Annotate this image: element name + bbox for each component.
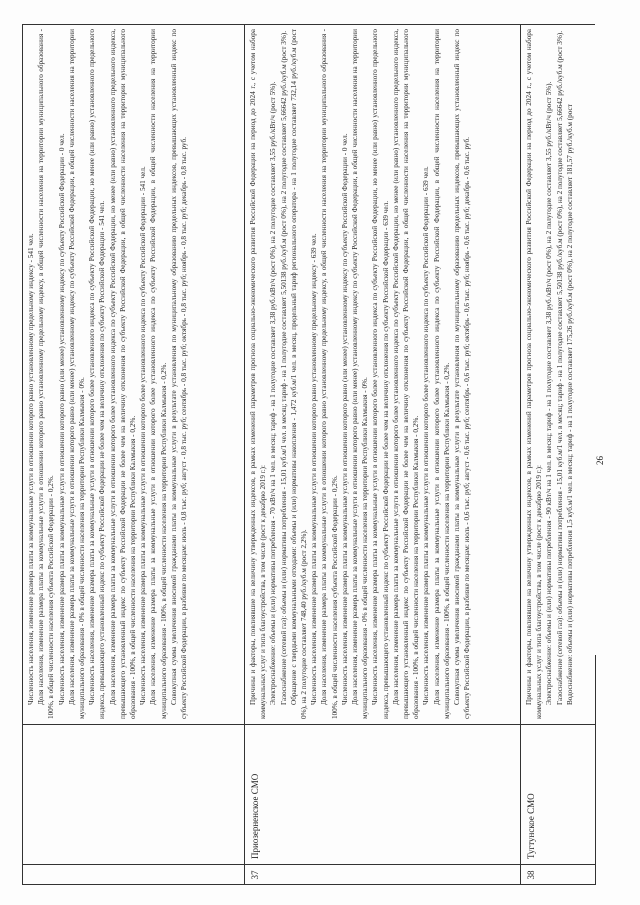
- continued-paragraph: Совокупная сумма увеличения вносимой гражданами платы за коммунальные услуги в результате установления по муниципальному образованию предельных индексов, превышающих установленный индекс по субъекту Российской Федерации, в разбивке по месяцам: июль - 0,8 тыс. руб; август - 0,8 тыс. руб; сентябрь - 0,8 тыс. руб; октябрь - 0,8 тыс. руб; ноябрь - 0,8 тыс. руб; декабрь - 0,8 тыс. руб.: [169, 29, 189, 719]
- row-paragraph: Электроснабжение: объемы и (или) нормативы потребления - 90 кВт/ч на 1 чел. в месяц; тариф - на 1 полугодие составляет 3,38 руб./кВт/ч (рост 0%), на 2 полугодие составляет 3,55 руб./кВт/ч (рост 5%).: [545, 81, 554, 705]
- row-paragraph: Газоснабжение (сетевой газ): объемы и (или) нормативы потребления - 15,01 куб.м/1 чел. в месяц; тариф - на 1 полугодие составляет 5,50138 руб./куб.м (рост 0%), на 2 полугодие составляет 5,66642 руб./куб.м (рост 3%).: [279, 30, 288, 705]
- row-paragraph: Доля населения, изменение размера платы за коммунальные услуги в отношении которого равно (или менее) установленному индексу по субъекту Российской Федерации, в общей численности населения на территории муниципального образования - 0% в общей численности населения на территории Республики Калмыкия - 0%.: [351, 29, 370, 719]
- row-37-text: [248, 29, 516, 719]
- continued-paragraph: Численность населения, изменение размера платы за коммунальные услуги в отношении которого более установленного индекса по субъекту Российской Федерации, но менее (или равно) установленного предельного индекса, превышающего установленный индекс по субъекту Российской Федерации не более чем на величину отклонения по субъекту Российской Федерации - 541 чел.: [88, 29, 107, 719]
- municipality-name: Приозерненское СМО: [250, 773, 260, 859]
- col-border-mun: [22, 724, 595, 725]
- row-paragraph: Численность населения, изменение размера платы за коммунальные услуги в отношении которого равно (или менее) установленному индексу по субъекту Российской Федерации - 0 чел.: [340, 133, 349, 705]
- row-paragraph: Электроснабжение: объемы и (или) нормативы потребления - 70 кВт/ч на 1 чел. в месяц; тариф - на 1 полугодие составляет 3,38 руб./кВт/ч (рост 0%), на 2 полугодие составляет 3,55 руб./кВт/ч (рост 5%).: [269, 81, 278, 705]
- row-paragraph: Совокупная сумма увеличения вносимой гражданами платы за коммунальные услуги в результате установления по муниципальному образованию предельных индексов, превышающих установленный индекс по субъекту Российской Федерации, в разбивке по месяцам: июль - 0,6 тыс. руб; август - 0,6 тыс. руб; сентябрь - 0,6 тыс. руб; октябрь - 0,6 тыс. руб; ноябрь - 0,6 тыс. руб; декабрь - 0,6 тыс. руб.: [453, 29, 472, 719]
- row-number: 38: [526, 870, 536, 880]
- continued-paragraph: Численность населения, изменение размера платы за коммунальные услуги в отношении которого равно установленному предельному индексу - 541 чел.: [27, 233, 35, 705]
- table-bottom-border: [595, 655, 596, 885]
- row-number: 37: [250, 870, 260, 880]
- row-paragraph: Численность населения, изменение размера платы за коммунальные услуги в отношении которого более установленного индекса по субъекту Российской Федерации, но менее (или равно) установленного предельного индекса, превышающего установленный индекс по субъекту Российской Федерации не более чем на величину отклонения по субъекту Российской Федерации - 639 чел.: [371, 29, 390, 719]
- row-paragraph: Обращение с твердыми коммунальными отходами: объемы и (или) нормативы накопления - 1,472 куб.м/1 чел. в месяц, предельный тариф регионального оператора - на 1 полугодие составляет 732,14 руб./куб.м (рост 0%), на 2 полугодие составляет 748,40 руб./куб.м (рост 2,2%).: [289, 29, 309, 719]
- col-border-left: [22, 884, 595, 885]
- continued-paragraph: Численность населения, изменение размера платы за коммунальные услуги в отношении которого более установленного индекса по субъекту Российской Федерации - 541 чел.: [139, 166, 148, 705]
- row-paragraph: Численность населения, изменение размера платы за коммунальные услуги в отношении которого равно установленному предельному индексу - 639 чел.: [310, 233, 319, 705]
- row-paragraph: Газоснабжение (сетевой газ): объемы и (или) нормативы потребления - 15,01 куб.м/1 чел. в месяц; тариф - на 1 полугодие составляет 5,50138 руб./куб.м (рост 0%), на 2 полугодие составляет 5,66642 руб./куб.м (рост 3%).: [555, 30, 564, 705]
- continued-paragraph: Доля населения, изменение размера платы за коммунальные услуги в отношении которого равно установленному предельному индексу, в общей численности населения на территории муниципального образования - 100%, в общей численности населения субъекта Российской Федерации - 0,2%.: [37, 29, 56, 719]
- row-paragraph: Доля населения, изменение размера платы за коммунальные услуги в отношении которого более установленного индекса по субъекту Российской Федерации, но менее (или равно) установленного предельного индекса, превышающего установленный индекс по субъекту Российской Федерации не более чем на величину отклонения по субъекту Российской Федерации, в общей численности населения на территории муниципального образования - 100%, в общей численности населения на территории Республики Калмыкия - 0,2%.: [391, 29, 421, 719]
- table-top-border: [22, 25, 23, 885]
- page-number: 26: [595, 456, 605, 465]
- col-border-right: [22, 24, 595, 25]
- continued-text-block: [26, 29, 240, 719]
- continued-paragraph: Численность населения, изменение размера платы за коммунальные услуги в отношении которого равно (или менее) установленному индексу по субъекту Российской Федерации - 0 чел.: [57, 133, 66, 705]
- row-38-text: [524, 29, 592, 719]
- col-border-num: [22, 864, 595, 865]
- row-paragraph: Доля населения, изменение размера платы за коммунальные услуги в отношении которого равно установленному предельному индексу, в общей численности населения на территории муниципального образования - 100%, в общей численности населения субъекта Российской Федерации - 0,2%.: [320, 29, 339, 719]
- municipality-name: Тугтунское СМО: [526, 793, 536, 859]
- row-paragraph: Причины и факторы, повлиявшие на величину утвержденных индексов, в рамках изменений параметров прогноза социально-экономического развития Российской Федерации на период до 2024 г., с учетом набора коммунальных услуг и типа благоустройства, в том числе (рост к декабрю 2019 г.):: [525, 29, 544, 719]
- row-paragraph: Водоснабжение: объемы и (или) нормативы потребления 1,5 куб.м/1 чел. в месяц; тариф - на 1 полугодие составляет 175,26 руб./куб.м (рост 0%), на 2 полугодие составляет 181,57 руб./куб.м (рост: [565, 104, 574, 705]
- row-paragraph: Численность населения, изменение размера платы за коммунальные услуги в отношении которого более установленного индекса по субъекту Российской Федерации - 639 чел.: [422, 166, 431, 705]
- row-paragraph: Доля населения, изменение размера платы за коммунальные услуги в отношении которого более установленного индекса по субъекту Российской Федерации, в общей численности населения на территории муниципального образования - 100%, в общей численности населения на территории Республики Калмыкия - 0,2%.: [432, 29, 451, 719]
- row-divider-38: [520, 25, 521, 885]
- row-paragraph: Причины и факторы, повлиявшие на величину утвержденных индексов, в рамках изменений параметров прогноза социально-экономического развития Российской Федерации на период до 2024 г., с учетом набора коммунальных услуг и типа благоустройства, в том числе (рост к декабрю 2019 г.):: [249, 29, 268, 719]
- continued-paragraph: Доля населения, изменение размера платы за коммунальные услуги в отношении которого более установленного индекса по субъекту Российской Федерации, но менее (или равно) установленного предельного индекса, превышающего установленный индекс по субъекту Российской Федерации не более чем на величину отклонения по субъекту Российской Федерации, в общей численности населения на территории муниципального образования - 100%, в общей численности населения на территории Республики Калмыкия - 0,2%.: [108, 29, 138, 719]
- continued-paragraph: Доля населения, изменение размера платы за коммунальные услуги в отношении которого более установленного индекса по субъекту Российской Федерации, в общей численности населения на территории муниципального образования - 100%, в общей численности населения на территории Республики Калмыкия - 0,2%.: [149, 29, 168, 719]
- row-divider-37: [244, 25, 245, 885]
- continued-paragraph: Доля населения, изменение размера платы за коммунальные услуги в отношении которого равно (или менее) установленному индексу по субъекту Российской Федерации, в общей численности населения на территории муниципального образования - 0% в общей численности населения на территории Республики Калмыкия - 0%.: [67, 29, 87, 719]
